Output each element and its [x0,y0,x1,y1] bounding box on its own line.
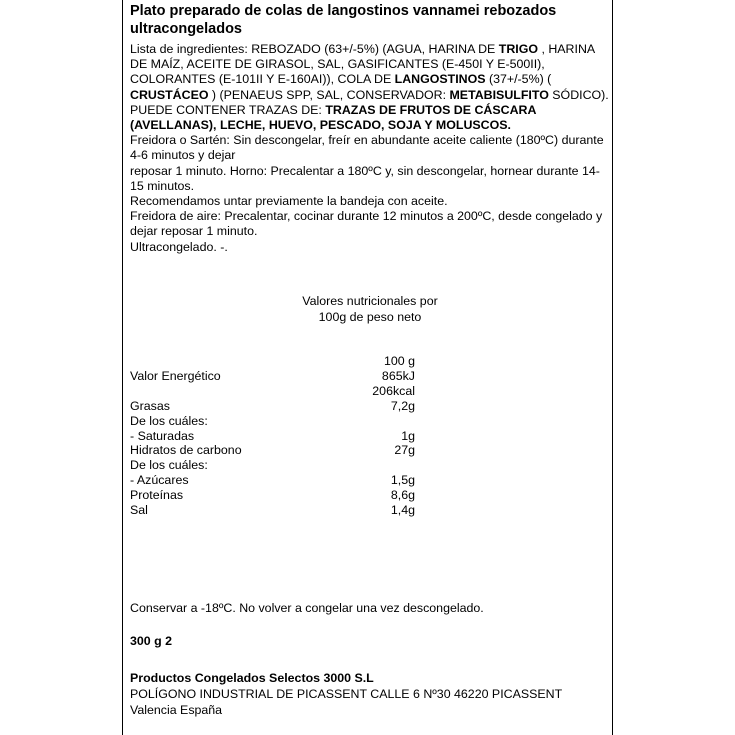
nutrition-value: 1g [401,429,415,443]
ingredients-text: SÓDICO). PUEDE CONTENER TRAZAS DE: [130,87,609,117]
nutrition-label: Proteínas [130,488,184,502]
storage-instructions: Conservar a -18ºC. No volver a congelar una vez descongelado. [130,601,484,615]
ingredients-text: ) (PENAEUS SPP, SAL, CONSERVADOR: [208,87,450,102]
company-name: Productos Congelados Selectos 3000 S.L [130,671,374,685]
instructions-line: reposar 1 minuto. Horno: Precalentar a 180ºC y, sin descongelar, hornear durante 14-15 minutos. [130,163,600,193]
nutrition-value: 1,5g [390,473,415,487]
company-region: Valencia España [130,703,223,717]
ingredients-text: , HARINA DE MAÍZ, ACEITE DE GIRASOL, SAL, GASIFICANTES (E-450I Y E-500II), COLORANTES (E-101II Y E-160AI)), COLA DE [130,42,595,87]
nutrition-value-kcal: 206kcal [372,384,415,398]
label-body [130,42,610,255]
nutrition-label: De los cuáles: [130,414,208,428]
nutrition-label: Sal [130,503,148,517]
ingredients-text: Lista de ingredientes: REBOZADO (63+/-5%) (AGUA, HARINA DE [130,42,499,56]
instructions-line: Freidora de aire: Precalentar, cocinar durante 12 minutos a 200ºC, desde congelado y dejar reposar 1 minuto. [130,209,603,239]
instructions-line: Recomendamos untar previamente la bandeja con aceite. [130,194,448,209]
nutrition-label: Grasas [130,399,170,413]
allergen-crustaceo: CRUSTÁCEO [130,87,209,102]
instructions-line: Ultracongelado. -. [130,239,228,254]
allergen-metabisulfito: METABISULFITO [449,87,549,102]
company-address: POLÍGONO INDUSTRIAL DE PICASSENT CALLE 6 Nº30 46220 PICASSENT [130,687,563,701]
nutrition-subheading: 100g de peso neto [318,310,422,324]
net-weight: 300 g 2 [130,634,173,648]
nutrition-label: - Saturadas [130,429,195,443]
allergen-langostinos: LANGOSTINOS [394,72,486,87]
instructions-line: Freidora o Sartén: Sin descongelar, freír en abundante aceite caliente (180ºC) durante 4-6 minutos y dejar [130,133,604,163]
product-title: Plato preparado de colas de langostinos vannamei rebozados ultracongelados [130,3,557,37]
nutrition-heading: Valores nutricionales por [302,294,438,308]
nutrition-label: Hidratos de carbono [130,443,242,457]
nutrition-value-kj: 865kJ [381,369,415,383]
nutrition-value: 1,4g [390,503,415,517]
nutrition-value: 7,2g [390,399,415,413]
nutrition-label-energy: Valor Energético [130,369,221,383]
nutrition-label: De los cuáles: [130,458,208,472]
allergen-traces: TRAZAS DE FRUTOS DE CÁSCARA (AVELLANAS), LECHE, HUEVO, PESCADO, SOJA Y MOLUSCOS. [130,102,536,133]
nutrition-value: 27g [394,443,415,457]
nutrition-label: - Azúcares [130,473,189,487]
nutrition-value: 8,6g [390,488,415,502]
ingredients-list [130,42,610,133]
allergen-trigo: TRIGO [498,42,539,56]
nutrition-column-header: 100 g [383,354,415,368]
ingredients-text: (37+/-5%) ( [485,72,552,87]
